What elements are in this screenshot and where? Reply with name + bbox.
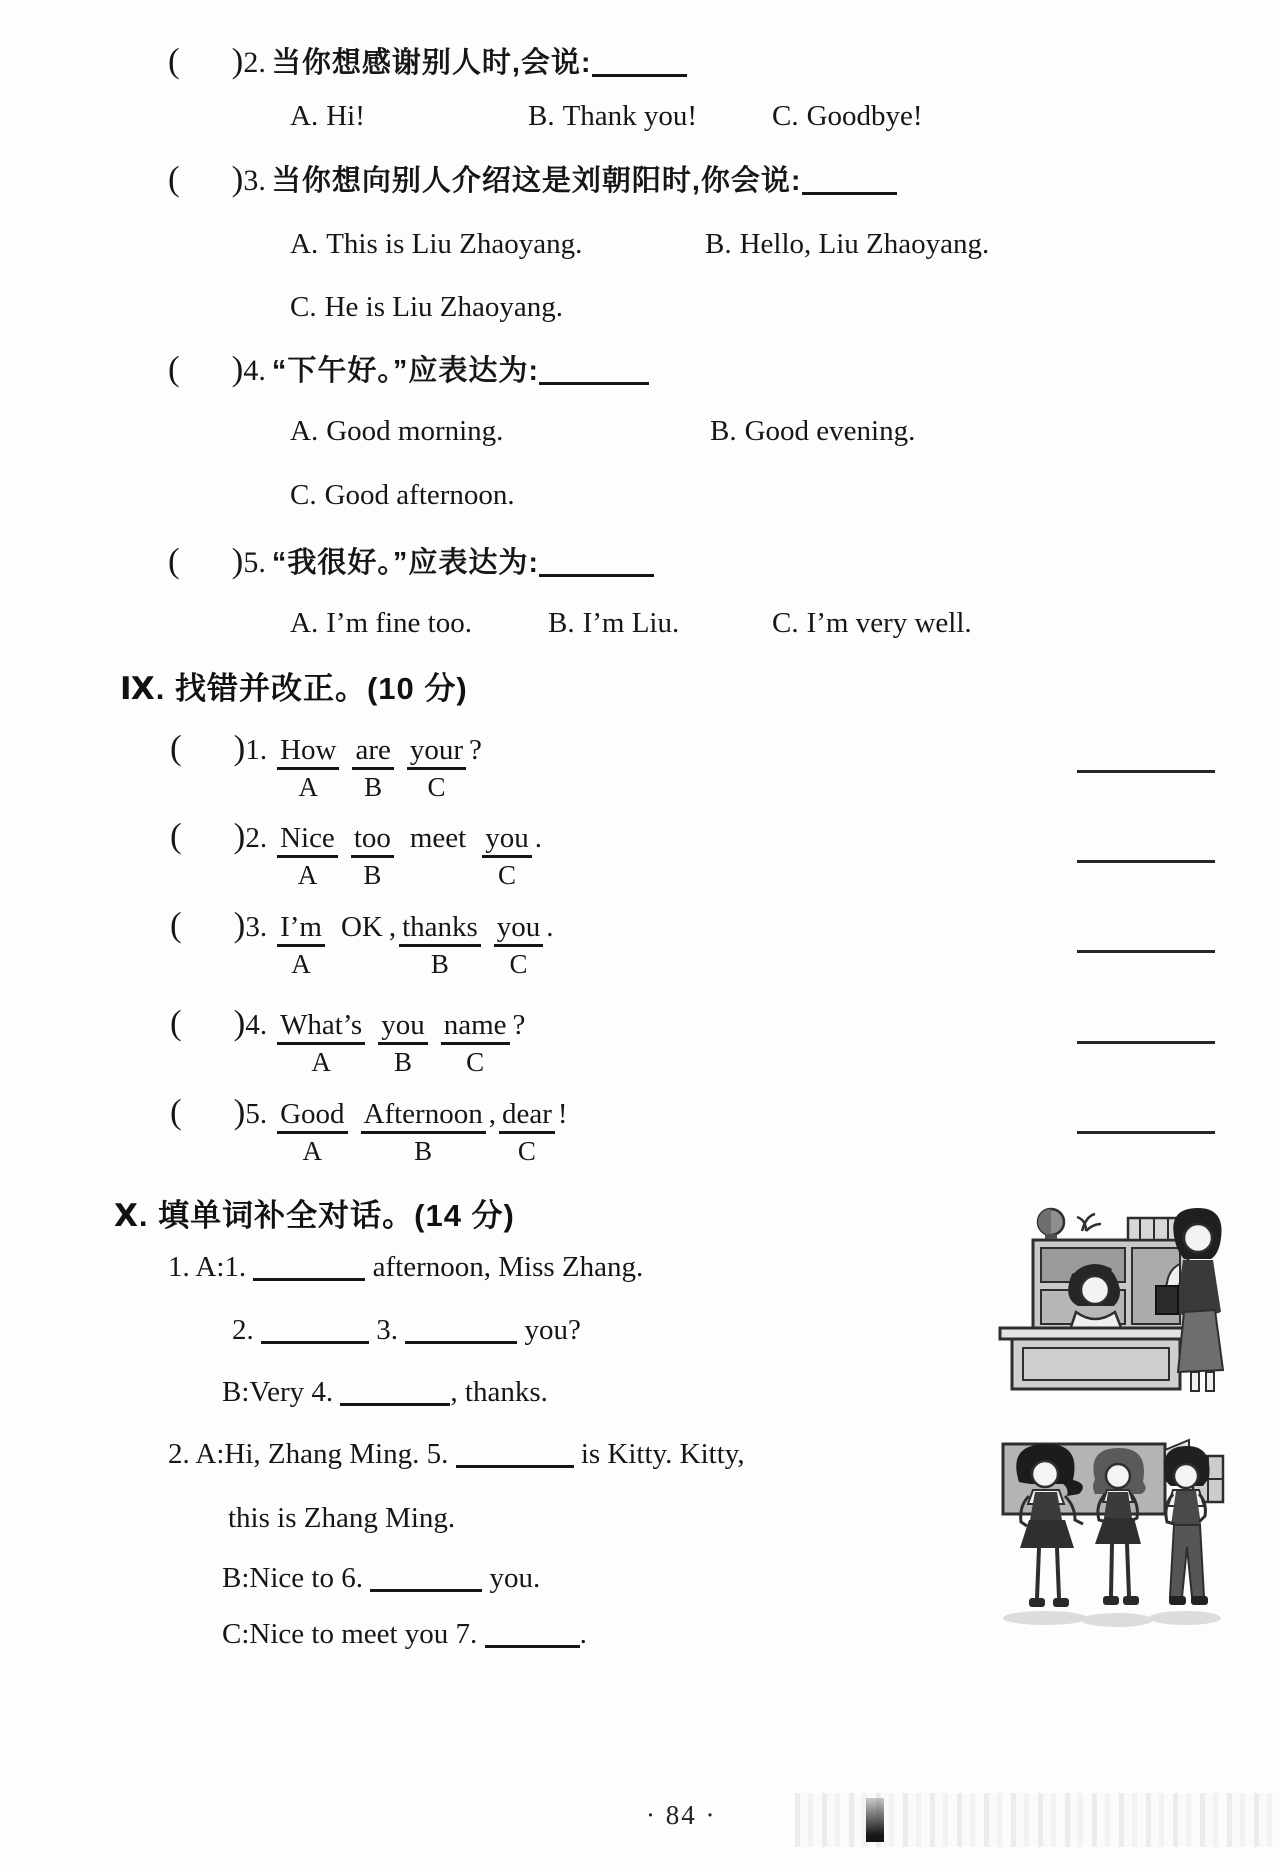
error-item [170, 1092, 571, 1165]
choice-question [168, 158, 897, 200]
word-text: your [407, 734, 466, 770]
option-label: A. [290, 607, 319, 639]
choice-option[interactable] [548, 607, 679, 640]
choice-option[interactable] [290, 291, 563, 324]
word-text: I’m [277, 911, 325, 947]
word-underlined [482, 822, 532, 889]
word-underlined [277, 911, 325, 978]
choice-option[interactable] [772, 607, 972, 640]
item-number: 5. [245, 1098, 268, 1130]
paren-open-icon: ( [170, 816, 182, 855]
word-text: name [441, 1009, 510, 1045]
paren-open-icon: ( [170, 728, 182, 767]
option-text: This is Liu Zhaoyang. [326, 228, 583, 260]
word-text: meet [409, 822, 467, 854]
paren-close-icon: ) [233, 1092, 246, 1131]
option-label: C. [290, 291, 317, 323]
scan-artifact-mark [866, 1798, 884, 1842]
word [338, 911, 386, 944]
punctuation: , [488, 1098, 496, 1130]
paren-open-icon: ( [170, 905, 182, 944]
word-underlined [441, 1009, 510, 1076]
punctuation: ? [469, 734, 482, 766]
word-text: OK [340, 911, 383, 943]
option-label: B. [705, 228, 732, 260]
option-label: C. [772, 607, 799, 639]
dialogue-text: is Kitty. Kitty, [573, 1438, 745, 1470]
letter-label: A [298, 772, 318, 803]
word-text: you [482, 822, 532, 858]
paren-open-icon: ( [168, 349, 180, 388]
classroom-illustration [978, 1200, 1230, 1395]
question-answer-blank[interactable] [802, 183, 897, 195]
option-text: Hello, Liu Zhaoyang. [739, 228, 990, 260]
letter-label: C [466, 1047, 485, 1078]
word-text: you [494, 911, 544, 947]
word-text: How [277, 734, 339, 770]
fill-blank-2[interactable] [261, 1332, 369, 1344]
question-prompt: 当你想向别人介绍这是刘朝阳时,你会说: [271, 165, 802, 197]
answer-bracket[interactable] [168, 348, 243, 390]
question-number: 3. [243, 164, 266, 197]
paren-close-icon: ) [231, 41, 244, 80]
question-prompt: 当你想感谢别人时,会说: [271, 47, 592, 79]
fill-blank-3[interactable] [405, 1332, 517, 1344]
paren-close-icon: ) [231, 541, 244, 580]
fill-blank-4[interactable] [340, 1394, 450, 1406]
section-x-title: Ⅹ. 填单词补全对话。(14 分) [114, 1198, 515, 1233]
paren-open-icon: ( [168, 159, 180, 198]
word-underlined [399, 911, 481, 978]
word-text: Nice [277, 822, 338, 858]
word-underlined [351, 822, 394, 889]
word-text: dear [499, 1098, 555, 1134]
word-underlined [361, 1098, 486, 1165]
option-label: B. [548, 607, 575, 639]
choice-option[interactable] [710, 415, 915, 448]
question-number: 2. [243, 46, 266, 79]
paren-close-icon: ) [233, 1003, 246, 1042]
answer-bracket[interactable] [170, 728, 245, 768]
dialogue-line [168, 1250, 643, 1285]
punctuation: , [388, 911, 397, 943]
question-answer-blank[interactable] [592, 65, 687, 77]
word-underlined [494, 911, 544, 978]
choice-option[interactable] [290, 479, 515, 512]
word-text: Good [277, 1098, 347, 1134]
letter-label: B [363, 860, 382, 891]
choice-question [168, 40, 687, 82]
letter-label: B [414, 1136, 433, 1167]
letter-label: C [427, 772, 446, 803]
word-underlined [277, 1009, 365, 1076]
fill-blank-1[interactable] [253, 1269, 365, 1281]
question-answer-blank[interactable] [539, 373, 649, 385]
option-text: Good afternoon. [324, 479, 515, 511]
dialogue-text: 2. A:Hi, Zhang Ming. 5. [168, 1438, 456, 1470]
choice-option[interactable] [528, 100, 697, 133]
fill-blank-6[interactable] [370, 1580, 482, 1592]
answer-bracket[interactable] [168, 158, 243, 200]
option-text: Goodbye! [806, 100, 923, 132]
answer-bracket[interactable] [168, 540, 243, 582]
question-number: 5. [243, 546, 266, 579]
dialogue-text: B:Nice to 6. [222, 1562, 371, 1594]
dialogue-text: 1. A:1. [168, 1251, 254, 1283]
punctuation: . [534, 822, 542, 854]
dialogue-line [222, 1561, 540, 1596]
item-number: 4. [245, 1009, 268, 1041]
option-text: Good morning. [326, 415, 504, 447]
dialogue-line [168, 1437, 745, 1472]
page-number: · 84 · [646, 1800, 717, 1830]
item-number: 3. [245, 911, 268, 943]
error-item [170, 728, 485, 801]
correction-answer-blank[interactable] [1077, 770, 1215, 773]
correction-answer-blank[interactable] [1077, 950, 1215, 953]
choice-question [168, 540, 654, 582]
letter-label: A [302, 1136, 323, 1167]
paren-open-icon: ( [168, 41, 180, 80]
dialogue-text: this is Zhang Ming. [228, 1502, 456, 1534]
question-answer-blank[interactable] [539, 565, 654, 577]
option-label: A. [290, 415, 319, 447]
dialogue-line [228, 1501, 455, 1536]
option-text: I’m fine too. [326, 607, 472, 639]
option-text: He is Liu Zhaoyang. [324, 291, 563, 323]
dialogue-text: , thanks. [450, 1376, 548, 1408]
option-label: A. [290, 100, 319, 132]
word-underlined [407, 734, 466, 801]
letter-label: C [517, 1136, 536, 1167]
letter-label: A [311, 1047, 331, 1078]
paren-close-icon: ) [233, 728, 246, 767]
error-item [170, 816, 545, 889]
dialogue-text: B:Very 4. [222, 1376, 341, 1408]
option-text: Thank you! [562, 100, 698, 132]
word-text: too [351, 822, 394, 858]
option-text: I’m Liu. [582, 607, 680, 639]
answer-bracket[interactable] [168, 40, 243, 82]
choice-option[interactable] [772, 100, 923, 133]
word-text: What’s [277, 1009, 365, 1045]
answer-bracket[interactable] [170, 1092, 245, 1132]
option-text: Hi! [326, 100, 365, 132]
letter-label: C [497, 860, 516, 891]
correction-answer-blank[interactable] [1077, 1131, 1215, 1134]
dialogue-line [232, 1313, 581, 1348]
paren-close-icon: ) [231, 159, 244, 198]
letter-label: B [430, 949, 449, 980]
plant-icon [1077, 1214, 1101, 1231]
word-underlined [277, 1098, 347, 1165]
option-label: B. [528, 100, 555, 132]
choice-option[interactable] [290, 607, 472, 640]
punctuation: ! [557, 1098, 568, 1130]
error-item [170, 905, 557, 978]
paren-open-icon: ( [170, 1003, 182, 1042]
error-item [170, 1003, 528, 1076]
fill-blank-7[interactable] [485, 1636, 580, 1648]
question-prompt: “我很好。”应表达为: [271, 547, 539, 579]
answer-bracket[interactable] [170, 816, 245, 856]
dialogue-line [222, 1375, 548, 1410]
option-text: I’m very well. [806, 607, 972, 639]
word-text: Afternoon [361, 1098, 486, 1134]
item-number: 1. [245, 734, 268, 766]
word [407, 822, 469, 855]
word-text: you [378, 1009, 428, 1045]
punctuation: . [546, 911, 554, 943]
students-illustration [993, 1436, 1235, 1634]
item-number: 2. [245, 822, 268, 854]
choice-option[interactable] [290, 415, 503, 448]
paren-close-icon: ) [233, 816, 246, 855]
word-underlined [378, 1009, 428, 1076]
choice-option[interactable] [290, 228, 582, 261]
word-text: are [352, 734, 393, 770]
fill-blank-5[interactable] [456, 1456, 574, 1468]
paren-close-icon: ) [231, 349, 244, 388]
choice-option[interactable] [290, 100, 365, 133]
dialogue-text: you. [482, 1562, 541, 1594]
paren-close-icon: ) [233, 905, 246, 944]
option-label: B. [710, 415, 737, 447]
book-icon [1156, 1286, 1178, 1314]
correction-answer-blank[interactable] [1077, 860, 1215, 863]
letter-label: B [393, 1047, 412, 1078]
option-label: C. [772, 100, 799, 132]
dialogue-text: 2. [232, 1314, 261, 1346]
option-label: C. [290, 479, 317, 511]
word-underlined [352, 734, 393, 801]
paren-open-icon: ( [168, 541, 180, 580]
word-text: thanks [399, 911, 481, 947]
letter-label: C [509, 949, 528, 980]
word-underlined [499, 1098, 555, 1165]
section-ix-title: Ⅸ. 找错并改正。(10 分) [120, 671, 468, 706]
correction-answer-blank[interactable] [1077, 1041, 1215, 1044]
answer-bracket[interactable] [170, 905, 245, 945]
dialogue-line [222, 1617, 587, 1652]
letter-label: A [297, 860, 318, 891]
question-prompt: “下午好。”应表达为: [271, 355, 539, 387]
choice-option[interactable] [705, 228, 989, 261]
punctuation: ? [512, 1009, 526, 1041]
option-label: A. [290, 228, 319, 260]
letter-label: A [291, 949, 311, 980]
paren-open-icon: ( [170, 1092, 182, 1131]
dialogue-text: afternoon, Miss Zhang. [365, 1251, 644, 1283]
word-underlined [277, 734, 339, 801]
choice-question [168, 348, 649, 390]
answer-bracket[interactable] [170, 1003, 245, 1043]
question-number: 4. [243, 354, 266, 387]
option-text: Good evening. [744, 415, 916, 447]
dialogue-text: C:Nice to meet you 7. [222, 1618, 485, 1650]
dialogue-text: you? [517, 1314, 581, 1346]
dialogue-text: . [579, 1618, 587, 1650]
letter-label: B [364, 772, 383, 803]
dialogue-text: 3. [369, 1314, 406, 1346]
word-underlined [277, 822, 338, 889]
